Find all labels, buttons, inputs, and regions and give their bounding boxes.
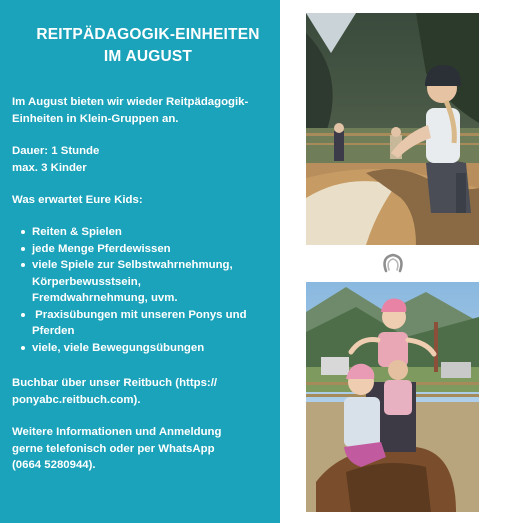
list-item-line: viele, viele Bewegungsübungen bbox=[32, 341, 205, 354]
title-line-2: IM AUGUST bbox=[103, 48, 193, 65]
booking-line-2: ponyabc.reitbuch.com). bbox=[12, 393, 141, 406]
photo-children-horse bbox=[306, 282, 479, 512]
intro-text bbox=[12, 94, 248, 127]
list-item-line: jede Menge Pferdewissen bbox=[32, 242, 171, 255]
activity-list bbox=[12, 224, 247, 356]
list-item-line: Körperbewusstsein, bbox=[32, 275, 141, 288]
list-item-line: Pferden bbox=[32, 325, 75, 337]
list-item-line: Reiten & Spielen bbox=[32, 226, 122, 238]
page-title bbox=[0, 24, 296, 68]
list-item bbox=[12, 340, 247, 357]
intro-line-1: Im August bieten wir wieder Reitpädagogik- bbox=[12, 96, 249, 108]
max-kids-text: max. 3 Kinder bbox=[12, 161, 87, 174]
booking-text bbox=[12, 375, 217, 408]
list-item-line: Fremdwahrnehmung, uvm. bbox=[32, 292, 178, 304]
list-item bbox=[12, 241, 247, 258]
list-item-line: viele Spiele zur Selbstwahrnehmung, bbox=[32, 259, 233, 271]
contact-line-2: gerne telefonisch oder per WhatsApp bbox=[12, 442, 215, 455]
booking-line-1: Buchbar über unser Reitbuch (https:// bbox=[12, 377, 218, 389]
horseshoe-logo-icon bbox=[380, 253, 406, 273]
contact-line-3: (0664 5280944). bbox=[12, 459, 96, 471]
list-item bbox=[12, 224, 247, 241]
duration-text: Dauer: 1 Stunde bbox=[12, 145, 100, 157]
contact-line-1: Weitere Informationen und Anmeldung bbox=[12, 426, 222, 438]
list-item bbox=[12, 257, 247, 307]
details-text bbox=[12, 143, 99, 176]
list-item-line: Praxisübungen mit unseren Ponys und bbox=[32, 308, 247, 321]
expect-heading: Was erwartet Eure Kids: bbox=[12, 194, 143, 206]
list-item bbox=[12, 307, 247, 340]
title-line-1: REITPÄDAGOGIK-EINHEITEN bbox=[36, 26, 260, 43]
contact-text bbox=[12, 424, 221, 474]
photo-child-riding bbox=[306, 13, 479, 245]
intro-line-2: Einheiten in Klein-Gruppen an. bbox=[12, 112, 179, 125]
